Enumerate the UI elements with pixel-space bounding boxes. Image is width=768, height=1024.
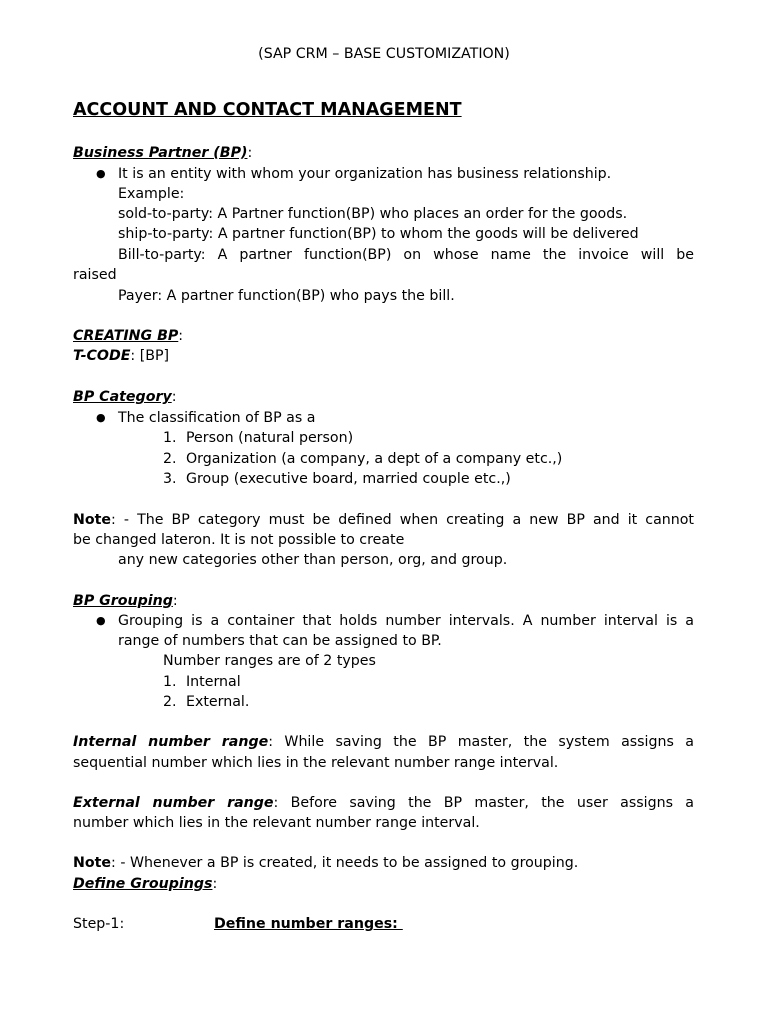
bp-heading: Business Partner (BP) [73, 145, 248, 161]
list-number: 2. [163, 451, 177, 467]
external-range-label: External number range [73, 795, 274, 811]
bp-payer: Payer: A partner function(BP) who pays the bill. [118, 288, 455, 304]
bp-example-label: Example: [118, 186, 185, 202]
bp-grouping-text-1: Grouping is a container that holds number intervals. A number interval is a [118, 613, 694, 629]
tcode-value: : [BP] [130, 348, 170, 364]
bullet-icon: ● [96, 167, 106, 180]
bp-sold-to-party: sold-to-party: A Partner function(BP) who places an order for the goods. [118, 206, 628, 222]
note-1-line-2: be changed lateron. It is not possible to create [73, 532, 405, 548]
list-number: 2. [163, 694, 177, 710]
bp-bill-to-party-cont: raised [73, 267, 117, 283]
list-item: External. [186, 694, 250, 710]
list-item: Internal [186, 674, 241, 690]
bp-heading-colon: : [247, 145, 253, 161]
internal-range-text: : While saving the BP master, the system assigns a [268, 734, 694, 750]
note-2-text: : - Whenever a BP is created, it needs to be assigned to grouping. [111, 855, 579, 871]
list-item: Group (executive board, married couple etc.,) [186, 471, 511, 487]
internal-range-line-1 [73, 732, 694, 752]
list-item: Organization (a company, a dept of a company etc.,) [186, 451, 563, 467]
bp-bill-to-party: Bill-to-party: A partner function(BP) on whose name the invoice will be [118, 247, 694, 263]
creating-bp-heading: CREATING BP [73, 328, 179, 344]
define-groupings-line [73, 874, 217, 894]
list-item: Person (natural person) [186, 430, 354, 446]
list-number: 3. [163, 471, 177, 487]
note-2-line [73, 853, 578, 873]
bullet-icon: ● [96, 411, 106, 424]
external-range-line-2: number which lies in the relevant number range interval. [73, 815, 480, 831]
creating-bp-line [73, 326, 183, 346]
bp-heading-line [73, 143, 252, 163]
bp-category-text: The classification of BP as a [118, 410, 316, 426]
external-range-text: : Before saving the BP master, the user assigns a [273, 795, 694, 811]
note-1-text: : - The BP category must be defined when creating a new BP and it cannot [111, 512, 694, 528]
bp-category-heading: BP Category [73, 389, 172, 405]
page-title: ACCOUNT AND CONTACT MANAGEMENT [73, 100, 462, 120]
internal-range-line-2: sequential number which lies in the relevant number range interval. [73, 755, 559, 771]
step-1-label: Step-1: [73, 916, 125, 932]
bp-grouping-heading: BP Grouping [73, 593, 173, 609]
note-1-line-3: any new categories other than person, org, and group. [118, 552, 508, 568]
bp-category-line [73, 387, 176, 407]
internal-range-label: Internal number range [73, 734, 269, 750]
tcode-line [73, 346, 169, 366]
bullet-icon: ● [96, 614, 106, 627]
bp-grouping-line [73, 591, 178, 611]
number-ranges-types: Number ranges are of 2 types [163, 653, 376, 669]
tcode-label: T-CODE [73, 348, 131, 364]
bp-grouping-text-2: range of numbers that can be assigned to BP. [118, 633, 442, 649]
step-1-heading: Define number ranges: [214, 916, 403, 932]
list-number: 1. [163, 430, 177, 446]
creating-bp-colon: : [178, 328, 184, 344]
external-range-line-1 [73, 793, 694, 813]
bp-definition: It is an entity with whom your organization has business relationship. [118, 166, 612, 182]
define-groupings-colon: : [212, 876, 218, 892]
document-header: (SAP CRM – BASE CUSTOMIZATION) [258, 46, 510, 62]
note-1-line-1 [73, 510, 694, 530]
bp-category-colon: : [171, 389, 177, 405]
note-label: Note [73, 512, 112, 528]
list-number: 1. [163, 674, 177, 690]
bp-grouping-colon: : [172, 593, 178, 609]
define-groupings-heading: Define Groupings [73, 876, 213, 892]
bp-ship-to-party: ship-to-party: A partner function(BP) to whom the goods will be delivered [118, 226, 639, 242]
note-label: Note [73, 855, 112, 871]
